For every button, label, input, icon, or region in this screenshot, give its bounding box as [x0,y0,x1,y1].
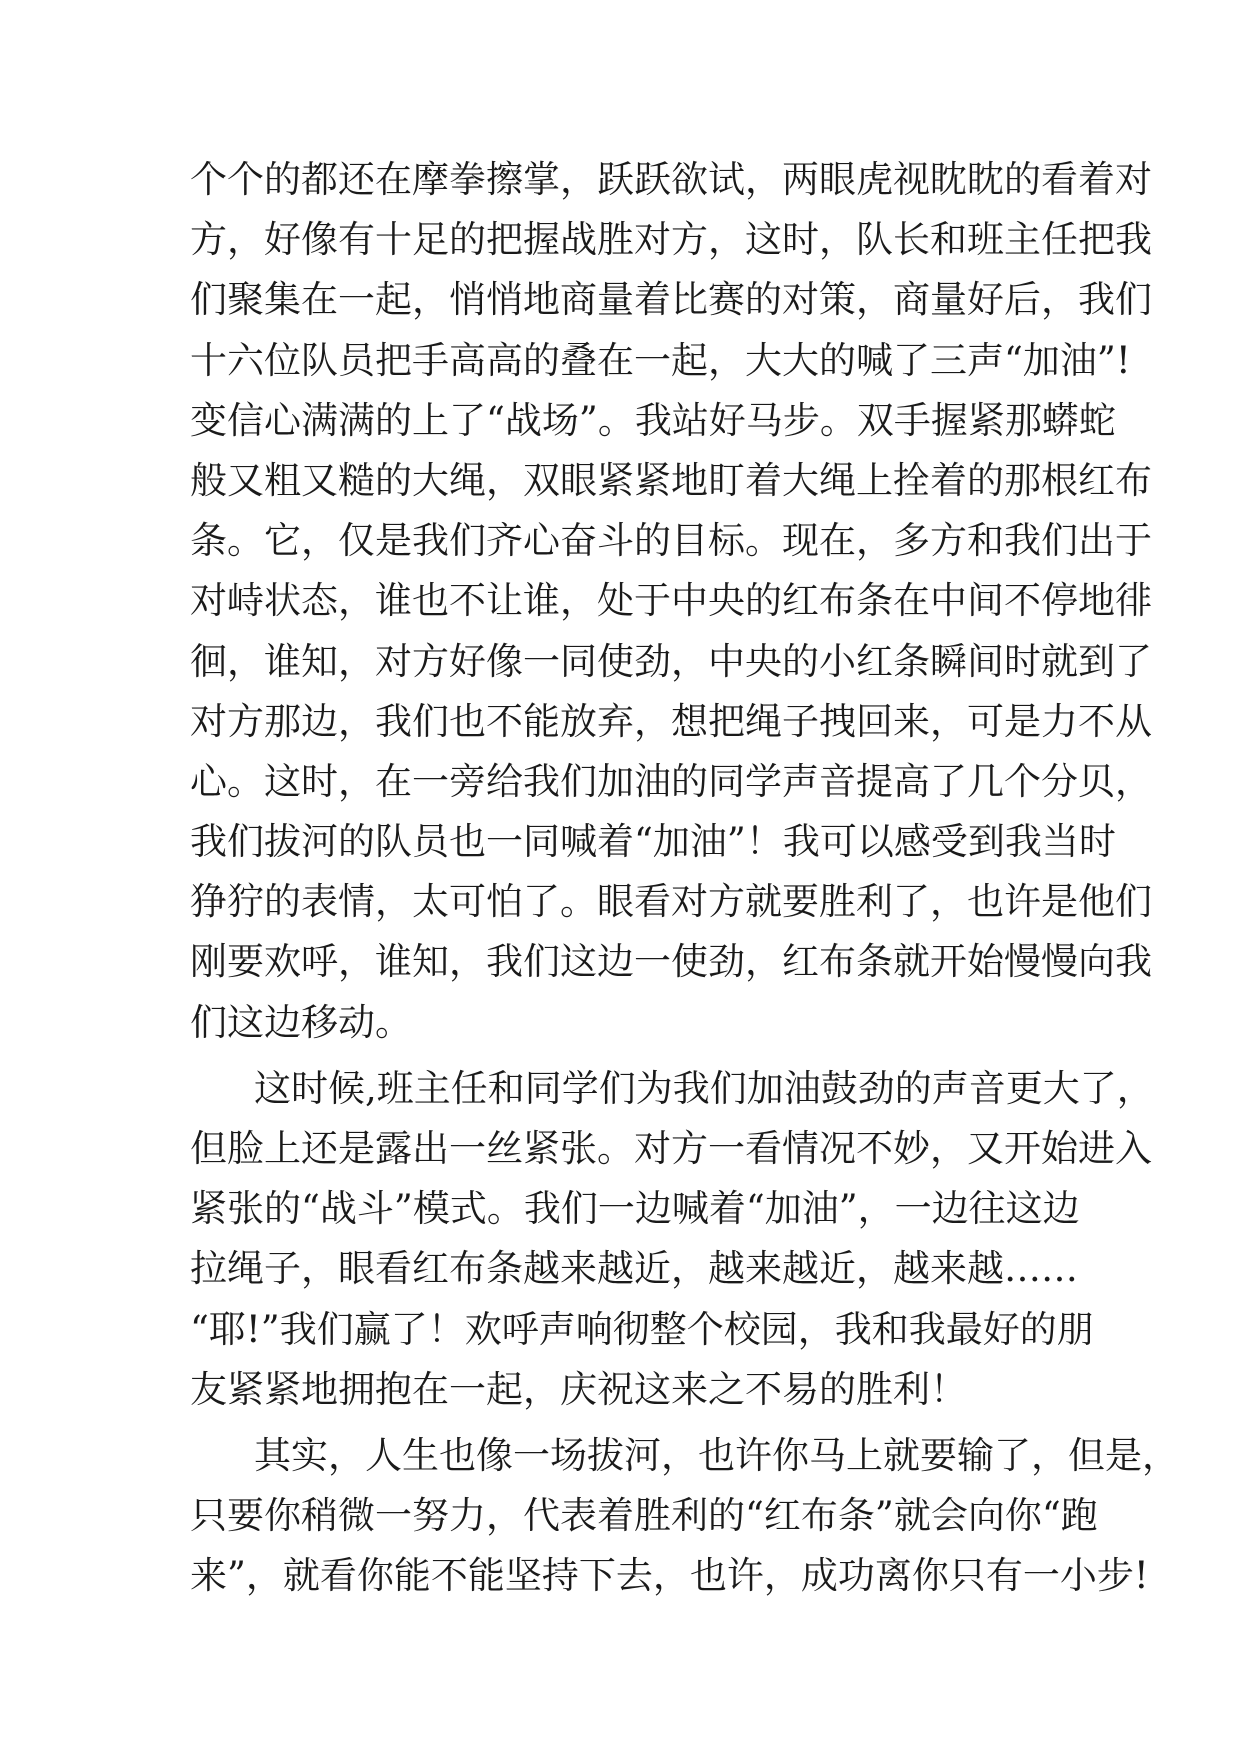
paragraph-2 [190,1059,1154,1420]
text-line: 十六位队员把手高高的叠在一起，大大的喊了三声“加油”! [190,338,1131,382]
text-line: 条。它，仅是我们齐心奋斗的目标。现在，多方和我们出于 [190,519,1152,563]
text-line: 方，好像有十足的把握战胜对方，这时，队长和班主任把我 [190,218,1152,262]
text-line: 狰狞的表情，太可怕了。眼看对方就要胜利了，也许是他们 [190,880,1152,924]
text-line: 来”，就看你能不能坚持下去，也许，成功离你只有一小步! [190,1554,1149,1598]
text-line: 其实，人生也像一场拔河，也许你马上就要输了，但是， [254,1433,1179,1477]
text-line: 刚要欢呼，谁知，我们这边一使劲，红布条就开始慢慢向我 [190,940,1152,984]
paragraph-3 [190,1426,1179,1607]
text-line: 们聚集在一起，悄悄地商量着比赛的对策，商量好后，我们 [190,278,1152,322]
text-line: 般又粗又糙的大绳，双眼紧紧地盯着大绳上拴着的那根红布 [190,458,1152,502]
text-line: 紧张的“战斗”模式。我们一边喊着“加油”，一边往这边 [190,1187,1080,1231]
text-line: 徊，谁知，对方好像一同使劲，中央的小红条瞬间时就到了 [190,639,1152,683]
text-line: 对方那边，我们也不能放弃，想把绳子拽回来，可是力不从 [190,699,1152,743]
text-line: 们这边移动。 [190,1000,412,1044]
text-line: 心。这时，在一旁给我们加油的同学声音提高了几个分贝， [190,759,1152,803]
text-line: “耶!”我们赢了！欢呼声响彻整个校园，我和我最好的朋 [190,1307,1094,1351]
text-line: 变信心满满的上了“战场”。我站好马步。双手握紧那蟒蛇 [190,398,1116,442]
text-line: 对峙状态，谁也不让谁，处于中央的红布条在中间不停地徘 [190,579,1152,623]
text-line: 但脸上还是露出一丝紧张。对方一看情况不妙，又开始进入 [190,1127,1152,1170]
text-line: 友紧紧地拥抱在一起，庆祝这来之不易的胜利！ [190,1367,967,1411]
text-line: 拉绳子，眼看红布条越来越近，越来越近，越来越…… [190,1247,1078,1291]
text-line: 只要你稍微一努力，代表着胜利的“红布条”就会向你“跑 [190,1494,1098,1538]
text-line: 个个的都还在摩拳擦掌，跃跃欲试，两眼虎视眈眈的看着对 [190,158,1152,201]
text-line: 这时候,班主任和同学们为我们加油鼓劲的声音更大了， [254,1066,1154,1110]
essay-body [190,150,1179,1607]
text-line: 我们拔河的队员也一同喊着“加油”！我可以感受到我当时 [190,820,1116,864]
paragraph-1 [190,150,1152,1053]
